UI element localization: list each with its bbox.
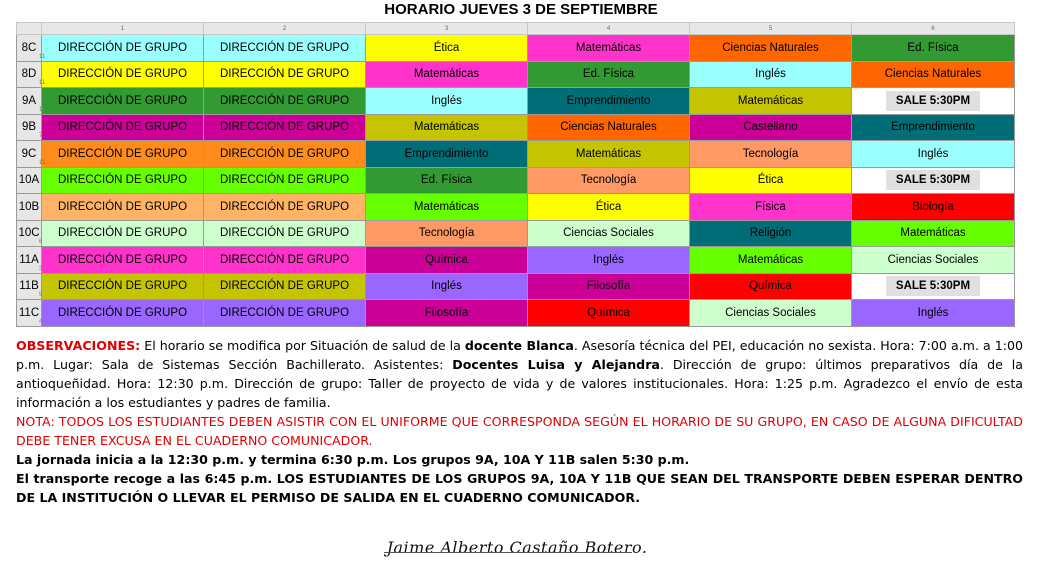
subject-cell: Ed. Física — [528, 61, 690, 88]
group-label — [17, 300, 42, 327]
subject-cell: Química — [366, 247, 528, 274]
subject-cell: Emprendimiento — [366, 141, 528, 168]
group-label — [17, 88, 46, 115]
sale-label: SALE 5:30PM — [886, 170, 980, 190]
observations-label: OBSERVACIONES: — [16, 338, 141, 353]
direccion-grupo-cell: DIRECCIÓN DE GRUPO — [204, 141, 366, 168]
observations-paragraph — [16, 336, 1023, 412]
row-marker: 6 — [39, 239, 43, 245]
subject-cell: Ciencias Naturales — [528, 114, 690, 141]
group-code: 11B — [19, 280, 39, 293]
observations-text-2: . Asesoría técnica del PEI, educación no sexista. Hora: 7:00 a.m. a 1:00 p.m. Lugar: Sala de Sistemas Sección Bachillerato. Asistentes: — [16, 338, 1023, 372]
group-code: 9B — [21, 121, 37, 134]
schedule-body — [17, 23, 1015, 327]
direccion-grupo-cell: DIRECCIÓN DE GRUPO — [42, 114, 204, 141]
sale-cell — [852, 88, 1015, 115]
group-label — [17, 194, 42, 221]
direccion-grupo-cell: DIRECCIÓN DE GRUPO — [204, 114, 366, 141]
subject-cell: Ética — [366, 35, 528, 62]
subject-cell: Matemáticas — [690, 88, 852, 115]
direccion-grupo-cell: DIRECCIÓN DE GRUPO — [204, 220, 366, 247]
jornada-paragraph: La jornada inicia a la 12:30 p.m. y termina 6:30 p.m. Los grupos 9A, 10A Y 11B salen 5:30 p.m. — [16, 452, 690, 467]
column-header: 6 — [852, 23, 1015, 35]
column-header: 5 — [690, 23, 852, 35]
nota-label: NOTA: — [16, 414, 55, 429]
schedule-row-11b — [17, 273, 1015, 300]
subject-cell: Química — [690, 273, 852, 300]
subject-cell: Filosofía — [528, 273, 690, 300]
subject-cell: Matemáticas — [366, 61, 528, 88]
subject-cell: Física — [690, 194, 852, 221]
subject-cell: Matemáticas — [366, 114, 528, 141]
row-marker: 11 — [39, 159, 46, 166]
subject-cell: Ed. Física — [366, 167, 528, 194]
subject-cell: Tecnología — [528, 167, 690, 194]
direccion-grupo-cell: DIRECCIÓN DE GRUPO — [204, 167, 366, 194]
subject-cell: Ética — [528, 194, 690, 221]
subject-cell: Emprendimiento — [852, 114, 1015, 141]
group-label — [17, 61, 46, 88]
schedule-row-10c — [17, 220, 1015, 247]
subject-cell: Ciencias Sociales — [852, 247, 1015, 274]
direccion-grupo-cell: DIRECCIÓN DE GRUPO — [42, 220, 204, 247]
direccion-grupo-cell: DIRECCIÓN DE GRUPO — [42, 61, 204, 88]
group-code: 11C — [18, 306, 40, 319]
signature: Jaime Alberto Castaño Botero. — [372, 538, 662, 557]
subject-cell: Tecnología — [690, 141, 852, 168]
observations-block — [16, 336, 1023, 507]
asistentes-names: Docentes Luisa y Alejandra — [452, 357, 660, 372]
row-marker: 11 — [39, 53, 46, 60]
direccion-grupo-cell: DIRECCIÓN DE GRUPO — [204, 300, 366, 327]
group-label — [17, 247, 42, 274]
direccion-grupo-cell: DIRECCIÓN DE GRUPO — [42, 300, 204, 327]
nota-text: TODOS LOS ESTUDIANTES DEBEN ASISTIR CON EL UNIFORME QUE CORRESPONDA SEGÚN EL HORARIO DE SU GRUPO, EN CASO DE ALGUNA DIFICULTAD DEBE TENER EXCUSA EN EL CUADERNO COMUNICADOR. — [16, 414, 1023, 448]
row-marker: 5 — [39, 292, 43, 298]
row-marker: 11 — [39, 80, 46, 86]
subject-cell: Tecnología — [366, 220, 528, 247]
subject-cell: Filosofía — [366, 300, 528, 327]
direccion-grupo-cell: DIRECCIÓN DE GRUPO — [204, 194, 366, 221]
subject-cell: Ciencias Naturales — [852, 61, 1015, 88]
group-code: 9C — [21, 147, 37, 160]
schedule-row-10b — [17, 194, 1015, 221]
direccion-grupo-cell: DIRECCIÓN DE GRUPO — [204, 247, 366, 274]
subject-cell: Religión — [690, 220, 852, 247]
row-marker: 3 — [39, 265, 43, 272]
subject-cell: Ciencias Sociales — [528, 220, 690, 247]
subject-cell: Inglés — [690, 61, 852, 88]
docente-name: docente Blanca — [464, 338, 574, 353]
row-marker: 4 — [39, 318, 43, 325]
direccion-grupo-cell: DIRECCIÓN DE GRUPO — [42, 247, 204, 274]
subject-cell: Biología — [852, 194, 1015, 221]
column-header: 2 — [204, 23, 366, 35]
direccion-grupo-cell: DIRECCIÓN DE GRUPO — [42, 273, 204, 300]
page-title: HORARIO JUEVES 3 DE SEPTIEMBRE — [384, 1, 658, 18]
group-code: 10A — [18, 174, 40, 187]
group-code: 11A — [19, 253, 39, 266]
group-label — [17, 167, 42, 194]
direccion-grupo-cell: DIRECCIÓN DE GRUPO — [42, 141, 204, 168]
sale-cell — [852, 273, 1015, 300]
subject-cell: Inglés — [852, 141, 1015, 168]
subject-cell: Matemáticas — [528, 141, 690, 168]
group-code: 10B — [18, 200, 40, 213]
column-header: 3 — [366, 23, 528, 35]
group-label — [17, 141, 46, 168]
direccion-grupo-cell: DIRECCIÓN DE GRUPO — [42, 194, 204, 221]
direccion-grupo-cell: DIRECCIÓN DE GRUPO — [204, 88, 366, 115]
schedule-row-10a — [17, 167, 1015, 194]
schedule-row-8c — [17, 35, 1015, 62]
subject-cell: Inglés — [366, 88, 528, 115]
subject-cell: Ciencias Sociales — [690, 300, 852, 327]
sale-cell — [852, 167, 1015, 194]
sale-label: SALE 5:30PM — [886, 91, 980, 111]
group-code: 8C — [21, 41, 37, 54]
group-label — [17, 114, 42, 141]
subject-cell: Inglés — [366, 273, 528, 300]
subject-cell: Ed. Física — [852, 35, 1015, 62]
subject-cell: Matemáticas — [366, 194, 528, 221]
group-label — [17, 35, 46, 62]
direccion-grupo-cell: DIRECCIÓN DE GRUPO — [204, 35, 366, 62]
row-marker: 7 — [39, 133, 43, 139]
subject-cell: Matemáticas — [852, 220, 1015, 247]
subject-cell: Castellano — [690, 114, 852, 141]
sale-label: SALE 5:30PM — [886, 276, 980, 296]
row-marker: 11 — [39, 106, 46, 113]
corner-cell — [17, 23, 42, 35]
group-label — [17, 220, 42, 247]
nota-paragraph — [16, 412, 1023, 450]
column-header: 4 — [528, 23, 690, 35]
direccion-grupo-cell: DIRECCIÓN DE GRUPO — [204, 61, 366, 88]
direccion-grupo-cell: DIRECCIÓN DE GRUPO — [204, 273, 366, 300]
subject-cell: Matemáticas — [528, 35, 690, 62]
schedule-row-9c — [17, 141, 1015, 168]
direccion-grupo-cell: DIRECCIÓN DE GRUPO — [42, 167, 204, 194]
subject-cell: Inglés — [852, 300, 1015, 327]
column-header-row — [17, 23, 1015, 35]
subject-cell: Emprendimiento — [528, 88, 690, 115]
observations-text-1: El horario se modifica por Situación de salud de la — [140, 338, 465, 353]
group-code: 8D — [21, 68, 37, 81]
schedule-table — [16, 22, 1015, 327]
direccion-grupo-cell: DIRECCIÓN DE GRUPO — [42, 88, 204, 115]
schedule-row-11c — [17, 300, 1015, 327]
group-code: 9A — [21, 94, 37, 107]
schedule-row-8d — [17, 61, 1015, 88]
schedule-row-11a — [17, 247, 1015, 274]
subject-cell: Química — [528, 300, 690, 327]
group-label — [17, 273, 42, 300]
subject-cell: Ética — [690, 167, 852, 194]
direccion-grupo-cell: DIRECCIÓN DE GRUPO — [42, 35, 204, 62]
observations-text-3: . Dirección de grupo: últimos preparativos día de la antioqueñidad. Hora: 12:30 p.m. Dirección de grupo: Taller de proyecto de vida y de valores institucionales. Hora: 1:25 p.m. Agradezco el envío de esta información a los estudiantes y padres de familia. — [16, 357, 1023, 410]
subject-cell: Inglés — [528, 247, 690, 274]
transporte-paragraph: El transporte recoge a las 6:45 p.m. LOS ESTUDIANTES DE LOS GRUPOS 9A, 10A Y 11B QUE SEAN DEL TRANSPORTE DEBEN ESPERAR DENTRO DE LA INSTITUCIÓN O LLEVAR EL PERMISO DE SALIDA EN EL CUADERNO COMUNICADOR. — [16, 471, 1023, 505]
subject-cell: Matemáticas — [690, 247, 852, 274]
group-code: 10C — [18, 227, 40, 240]
schedule-row-9b — [17, 114, 1015, 141]
subject-cell: Ciencias Naturales — [690, 35, 852, 62]
schedule-row-9a — [17, 88, 1015, 115]
column-header: 1 — [42, 23, 204, 35]
